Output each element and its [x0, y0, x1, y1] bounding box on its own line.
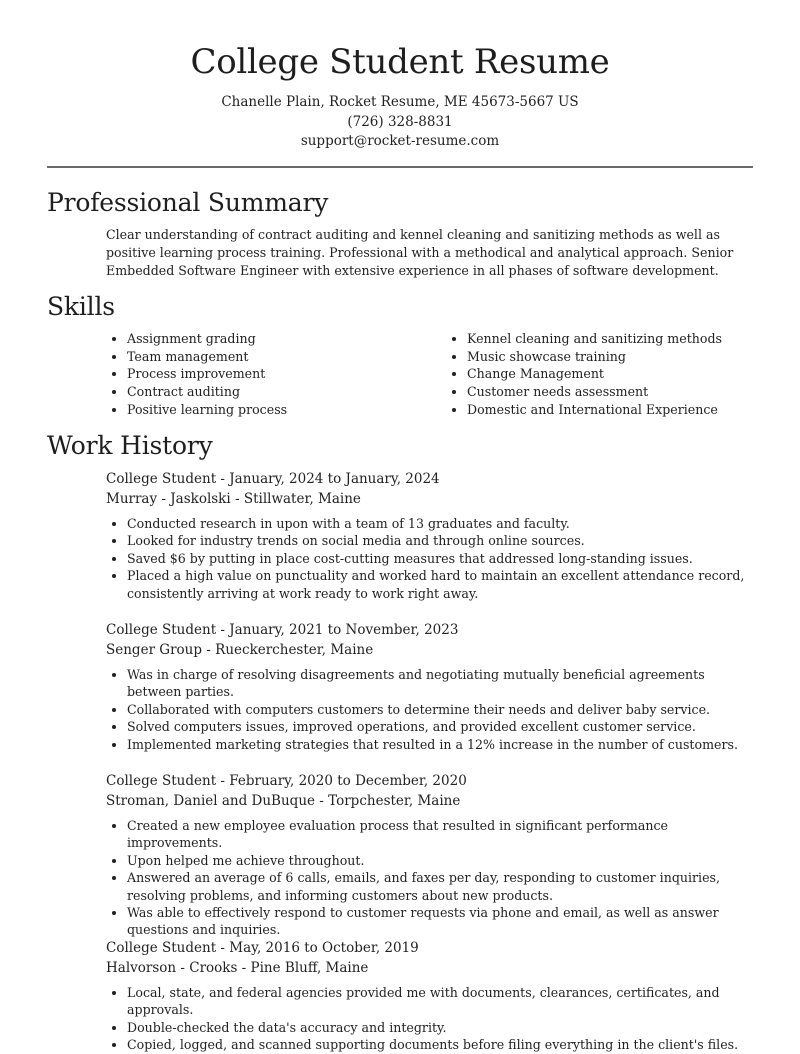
job-bullet: • Implemented marketing strategies that resulted in a 12% increase in the number of customers.: [127, 736, 756, 753]
job-company-location: Senger Group - Rueckerchester, Maine: [106, 642, 374, 658]
job-title-dates: College Student - February, 2020 to December, 2020: [106, 773, 467, 789]
job-bullet: • Local, state, and federal agencies provided me with documents, clearances, certificates, and approvals.: [127, 984, 756, 1019]
skill-item: • Team management: [127, 348, 425, 366]
contact-block: [0, 93, 800, 152]
skill-item: • Domestic and International Experience: [467, 401, 765, 419]
job-bullet: • Solved computers issues, improved operations, and provided excellent customer service.: [127, 718, 756, 735]
skills-column-left: [106, 330, 425, 419]
job-bullet: • Answered an average of 6 calls, emails, and faxes per day, responding to customer inquiries, resolving problems, and informing customers about new products.: [127, 869, 756, 904]
job-bullet: • Was in charge of resolving disagreements and negotiating mutually beneficial agreements between parties.: [127, 666, 756, 701]
job-bullet: • Placed a high value on punctuality and worked hard to maintain an excellent attendance record, consistently arriving at work ready to work right away.: [127, 567, 756, 602]
job-bullets: [106, 817, 756, 939]
skill-item: • Music showcase training: [467, 348, 765, 366]
skill-item: • Customer needs assessment: [467, 383, 765, 401]
skills-column-right: [446, 330, 765, 419]
job-bullet: • Collaborated with computers customers to determine their needs and deliver baby service.: [127, 701, 756, 718]
skill-item: • Contract auditing: [127, 383, 425, 401]
job-company-location: Stroman, Daniel and DuBuque - Torpchester, Maine: [106, 793, 461, 809]
job-title-dates: College Student - January, 2024 to January, 2024: [106, 471, 440, 487]
contact-phone: (726) 328-8831: [347, 113, 453, 130]
skill-item: • Positive learning process: [127, 401, 425, 419]
skills-list: [106, 330, 766, 419]
contact-address: Chanelle Plain, Rocket Resume, ME 45673-5667 US: [221, 94, 579, 110]
work-history-heading: Work History: [47, 431, 213, 460]
contact-email: support@rocket-resume.com: [300, 133, 500, 149]
job-bullet: • Was able to effectively respond to customer requests via phone and email, as well as answer questions and inquiries.: [127, 904, 756, 939]
job-entry: [106, 771, 756, 939]
job-entry: [106, 469, 756, 602]
job-entry: [106, 620, 756, 753]
job-bullet: • Created a new employee evaluation process that resulted in significant performance improvements.: [127, 817, 756, 852]
header-divider: [47, 166, 753, 168]
job-bullet: • Copied, logged, and scanned supporting documents before filing everything in the client's files.: [127, 1036, 756, 1053]
resume-title: College Student Resume: [190, 42, 610, 82]
job-entry: [106, 938, 756, 1054]
job-bullet: • Saved $6 by putting in place cost-cutting measures that addressed long-standing issues.: [127, 550, 756, 567]
skill-item: • Kennel cleaning and sanitizing methods: [467, 330, 765, 348]
skill-item: • Process improvement: [127, 365, 425, 383]
job-company-location: Halvorson - Crooks - Pine Bluff, Maine: [106, 960, 369, 976]
summary-heading: Professional Summary: [47, 188, 329, 217]
skill-item: • Assignment grading: [127, 330, 425, 348]
job-company-location: Murray - Jaskolski - Stillwater, Maine: [106, 491, 361, 507]
job-bullet: • Double-checked the data's accuracy and integrity.: [127, 1019, 756, 1036]
job-title-dates: College Student - May, 2016 to October, 2019: [106, 940, 419, 956]
job-title-dates: College Student - January, 2021 to November, 2023: [106, 622, 459, 638]
job-bullets: [106, 515, 756, 602]
job-bullets: [106, 666, 756, 753]
skills-heading: Skills: [47, 292, 115, 321]
skill-item: • Change Management: [467, 365, 765, 383]
job-bullet: • Conducted research in upon with a team of 13 graduates and faculty.: [127, 515, 756, 532]
summary-text: Clear understanding of contract auditing and kennel cleaning and sanitizing methods as well as positive learning process training. Professional with a methodical and analytical approach. Senior Embedded Software Engineer with extensive experience in all phases of software development.: [106, 227, 734, 278]
job-bullet: • Looked for industry trends on social media and through online sources.: [127, 532, 756, 549]
job-bullet: • Upon helped me achieve throughout.: [127, 852, 756, 869]
job-bullets: [106, 984, 756, 1054]
